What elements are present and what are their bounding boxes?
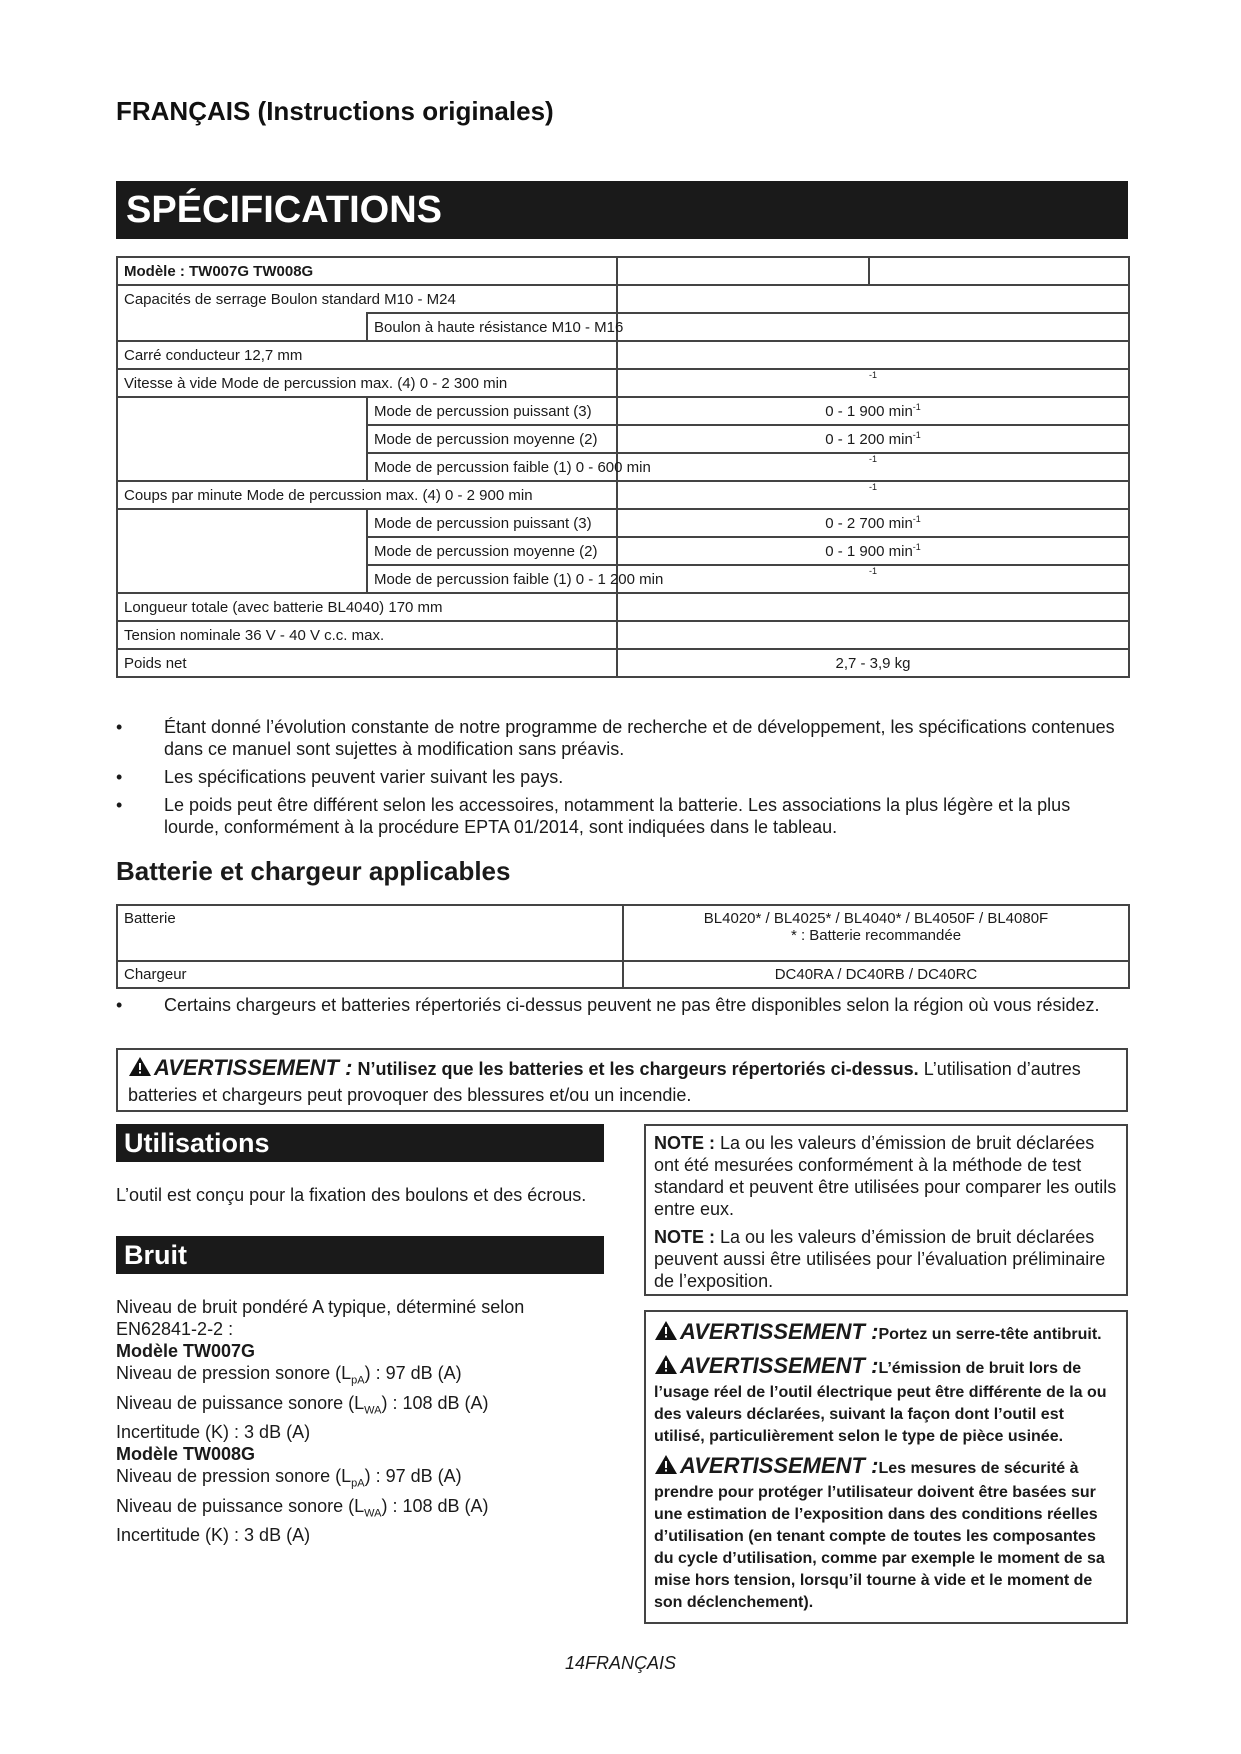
warning-triangle-icon (654, 1320, 678, 1348)
spec-value (617, 341, 1129, 369)
pressure-label: Niveau de pression sonore (L (116, 1466, 352, 1487)
value-text: 0 - 2 700 min (825, 515, 913, 532)
noise-pressure (116, 1465, 596, 1495)
model-name: Modèle TW008G (116, 1444, 256, 1465)
utilisations-text: L’outil est conçu pour la fixation des boulons et des écrous. (116, 1185, 587, 1205)
note-text: Le poids peut être différent selon les accessoires, notamment la batterie. Les associations la plus légère et la plus lourde, conformément à la procédure EPTA 01/2014, sont indiquées dans le tableau. (164, 795, 1071, 837)
warning-triangle-icon (654, 1354, 678, 1382)
page-footer: 14FRANÇAIS (564, 1653, 677, 1673)
note-text: Les spécifications peuvent varier suivant les pays. (164, 767, 564, 787)
spec-notes (116, 716, 1128, 844)
spec-value (617, 593, 1129, 621)
note-text: Certains chargeurs et batteries répertoriés ci-dessus peuvent ne pas être disponibles selon la région où vous résidez. (164, 995, 1100, 1015)
table-row (117, 621, 1129, 649)
power-label: Niveau de puissance sonore (L (116, 1392, 365, 1413)
warning-heading: AVERTISSEMENT : (680, 1319, 879, 1344)
noise-uncertainty: Incertitude (K) : 3 dB (A) (116, 1422, 311, 1443)
noise-power (116, 1392, 596, 1422)
spec-label: Poids net (117, 649, 617, 677)
note-box (644, 1124, 1128, 1296)
spec-value: -1 (617, 453, 1129, 481)
noise-pressure (116, 1362, 596, 1392)
warning-heading: AVERTISSEMENT : (680, 1353, 879, 1378)
note-text: La ou les valeurs d’émission de bruit déclarées ont été mesurées conformément à la méthode de test standard et peuvent être utilisées pour comparer les outils entre eux. (654, 1133, 1117, 1219)
value-text: 0 - 1 200 min (825, 431, 913, 448)
warning-heading: AVERTISSEMENT : (680, 1453, 879, 1478)
spec-sub: Mode de percussion faible (1) 0 - 1 200 min (367, 565, 617, 593)
spec-value (617, 313, 1129, 341)
spec-value (617, 285, 1129, 313)
model-name: Modèle TW007G (116, 1341, 256, 1361)
battery-models: BL4020* / BL4025* / BL4040* / BL4050F / BL4080F (703, 910, 1049, 927)
empty-cell (117, 397, 367, 481)
warning-item (654, 1454, 1118, 1614)
table-row (117, 313, 1129, 341)
battery-value (623, 905, 1129, 961)
warning-triangle-icon (128, 1056, 152, 1083)
spec-label: Longueur totale (avec batterie BL4040) 170 mm (117, 593, 617, 621)
battery-recommended: * : Batterie recommandée (790, 927, 962, 944)
battery-warning-box (116, 1048, 1128, 1112)
list-item (116, 994, 1128, 1016)
empty-cell (617, 257, 869, 285)
charger-value: DC40RA / DC40RB / DC40RC (623, 961, 1129, 988)
empty-cell (117, 509, 367, 593)
empty-cell (869, 257, 1129, 285)
battery-table (116, 904, 1130, 989)
spec-sub: Mode de percussion moyenne (2) (367, 425, 617, 453)
utilisations-banner: Utilisations (116, 1124, 604, 1162)
noise-warning-box (644, 1310, 1128, 1624)
spec-value: -1 (617, 565, 1129, 593)
spec-sub: Mode de percussion faible (1) 0 - 600 min (367, 453, 617, 481)
pressure-sub: pA (351, 1477, 365, 1490)
note-label: NOTE : (654, 1227, 715, 1247)
noise-uncertainty: Incertitude (K) : 3 dB (A) (116, 1525, 311, 1546)
spec-value (617, 425, 1129, 453)
page-language-title: FRANÇAIS (Instructions originales) (116, 96, 554, 126)
spec-sub: Boulon à haute résistance M10 - M16 (367, 313, 617, 341)
spec-value (617, 621, 1129, 649)
warning-text: L’émission de bruit lors de l’usage réel de l’outil électrique peut être différente de la ou des valeurs déclarées, suivant la façon dont l’outil est utilisé, particulièrement selon le type de pièce usinée. (654, 1360, 1107, 1445)
value-text: 0 - 1 900 min (825, 403, 913, 420)
spec-sub: Mode de percussion moyenne (2) (367, 537, 617, 565)
spec-label: Vitesse à vide Mode de percussion max. (4) 0 - 2 300 min (117, 369, 617, 397)
spec-value (617, 537, 1129, 565)
pressure-value: ) : 97 dB (A) (364, 1466, 462, 1487)
power-sub: WA (364, 1507, 382, 1520)
noise-intro: Niveau de bruit pondéré A typique, déterminé selon EN62841-2-2 : (116, 1297, 525, 1339)
spec-label: Tension nominale 36 V - 40 V c.c. max. (117, 621, 617, 649)
table-row (117, 257, 1129, 285)
table-row (117, 905, 1129, 961)
list-item (116, 794, 1128, 838)
note-2 (654, 1226, 1118, 1292)
power-value: ) : 108 dB (A) (381, 1495, 489, 1516)
bullet-dot: • (116, 795, 123, 815)
table-row (117, 341, 1129, 369)
spec-label: Capacités de serrage Boulon standard M10 - M24 (117, 285, 617, 313)
warning-heading: AVERTISSEMENT : (154, 1055, 353, 1080)
pressure-value: ) : 97 dB (A) (364, 1363, 462, 1383)
warning-text: Les mesures de sécurité à prendre pour protéger l’utilisateur doivent être basées sur une estimation de l’exposition dans des conditions réelles d’utilisation (en tenant compte de toutes les composantes du cycle d’utilisation, comme par exemple le moment de sa mise hors tension, lorsqu’il tourne à vide et le moment de son déclenchement). (654, 1460, 1105, 1611)
specifications-table (116, 256, 1130, 678)
value-sup: -1 (912, 542, 921, 552)
spec-label: Coups par minute Mode de percussion max. (4) 0 - 2 900 min (117, 481, 617, 509)
spec-value: 2,7 - 3,9 kg (617, 649, 1129, 677)
note-1 (654, 1132, 1118, 1220)
bullet-dot: • (116, 717, 123, 737)
spec-value: -1 (617, 369, 1129, 397)
power-sub: WA (364, 1404, 382, 1417)
warning-bold-text: N’utilisez que les batteries et les chargeurs répertoriés ci-dessus. (357, 1059, 919, 1079)
battery-label: Batterie (117, 905, 623, 961)
power-label: Niveau de puissance sonore (L (116, 1495, 365, 1516)
value-sup: -1 (912, 430, 921, 440)
value-sup: -1 (912, 402, 921, 412)
power-value: ) : 108 dB (A) (381, 1392, 489, 1413)
list-item (116, 716, 1128, 760)
empty-cell (117, 313, 367, 341)
specifications-banner: SPÉCIFICATIONS (116, 181, 1128, 239)
note-text: La ou les valeurs d’émission de bruit déclarées peuvent aussi être utilisées pour l’évaluation préliminaire de l’exposition. (654, 1227, 1106, 1291)
battery-notes (116, 994, 1128, 1022)
note-text: Étant donné l’évolution constante de notre programme de recherche et de développement, les spécifications contenues dans ce manuel sont sujettes à modification sans préavis. (164, 717, 1115, 759)
table-row (117, 397, 1129, 425)
spec-sub: Mode de percussion puissant (3) (367, 397, 617, 425)
noise-power (116, 1495, 596, 1525)
table-row (117, 481, 1129, 509)
warning-item (654, 1320, 1118, 1348)
spec-label: Carré conducteur 12,7 mm (117, 341, 617, 369)
table-row (117, 961, 1129, 988)
table-row (117, 593, 1129, 621)
charger-label: Chargeur (117, 961, 623, 988)
value-sup: -1 (912, 514, 921, 524)
warning-triangle-icon (654, 1454, 678, 1482)
value-text: 0 - 1 900 min (825, 543, 913, 560)
warning-text: L’utilisation d’autres batteries et chargeurs peut provoquer des blessures et/ou un incendie. (128, 1059, 1081, 1105)
pressure-sub: pA (351, 1374, 365, 1387)
spec-value (617, 509, 1129, 537)
table-row (117, 285, 1129, 313)
note-label: NOTE : (654, 1133, 715, 1153)
spec-value: -1 (617, 481, 1129, 509)
table-row (117, 649, 1129, 677)
table-row (117, 509, 1129, 537)
pressure-label: Niveau de pression sonore (L (116, 1363, 352, 1383)
spec-sub: Mode de percussion puissant (3) (367, 509, 617, 537)
bullet-dot: • (116, 767, 123, 787)
list-item (116, 766, 1128, 788)
warning-item (654, 1354, 1118, 1448)
battery-section-title: Batterie et chargeur applicables (116, 856, 511, 886)
warning-text: Portez un serre-tête antibruit. (878, 1326, 1102, 1343)
model-cell: Modèle : TW007G TW008G (117, 257, 617, 285)
table-row (117, 369, 1129, 397)
noise-section (116, 1296, 596, 1546)
bullet-dot: • (116, 995, 123, 1015)
bruit-banner: Bruit (116, 1236, 604, 1274)
spec-value (617, 397, 1129, 425)
